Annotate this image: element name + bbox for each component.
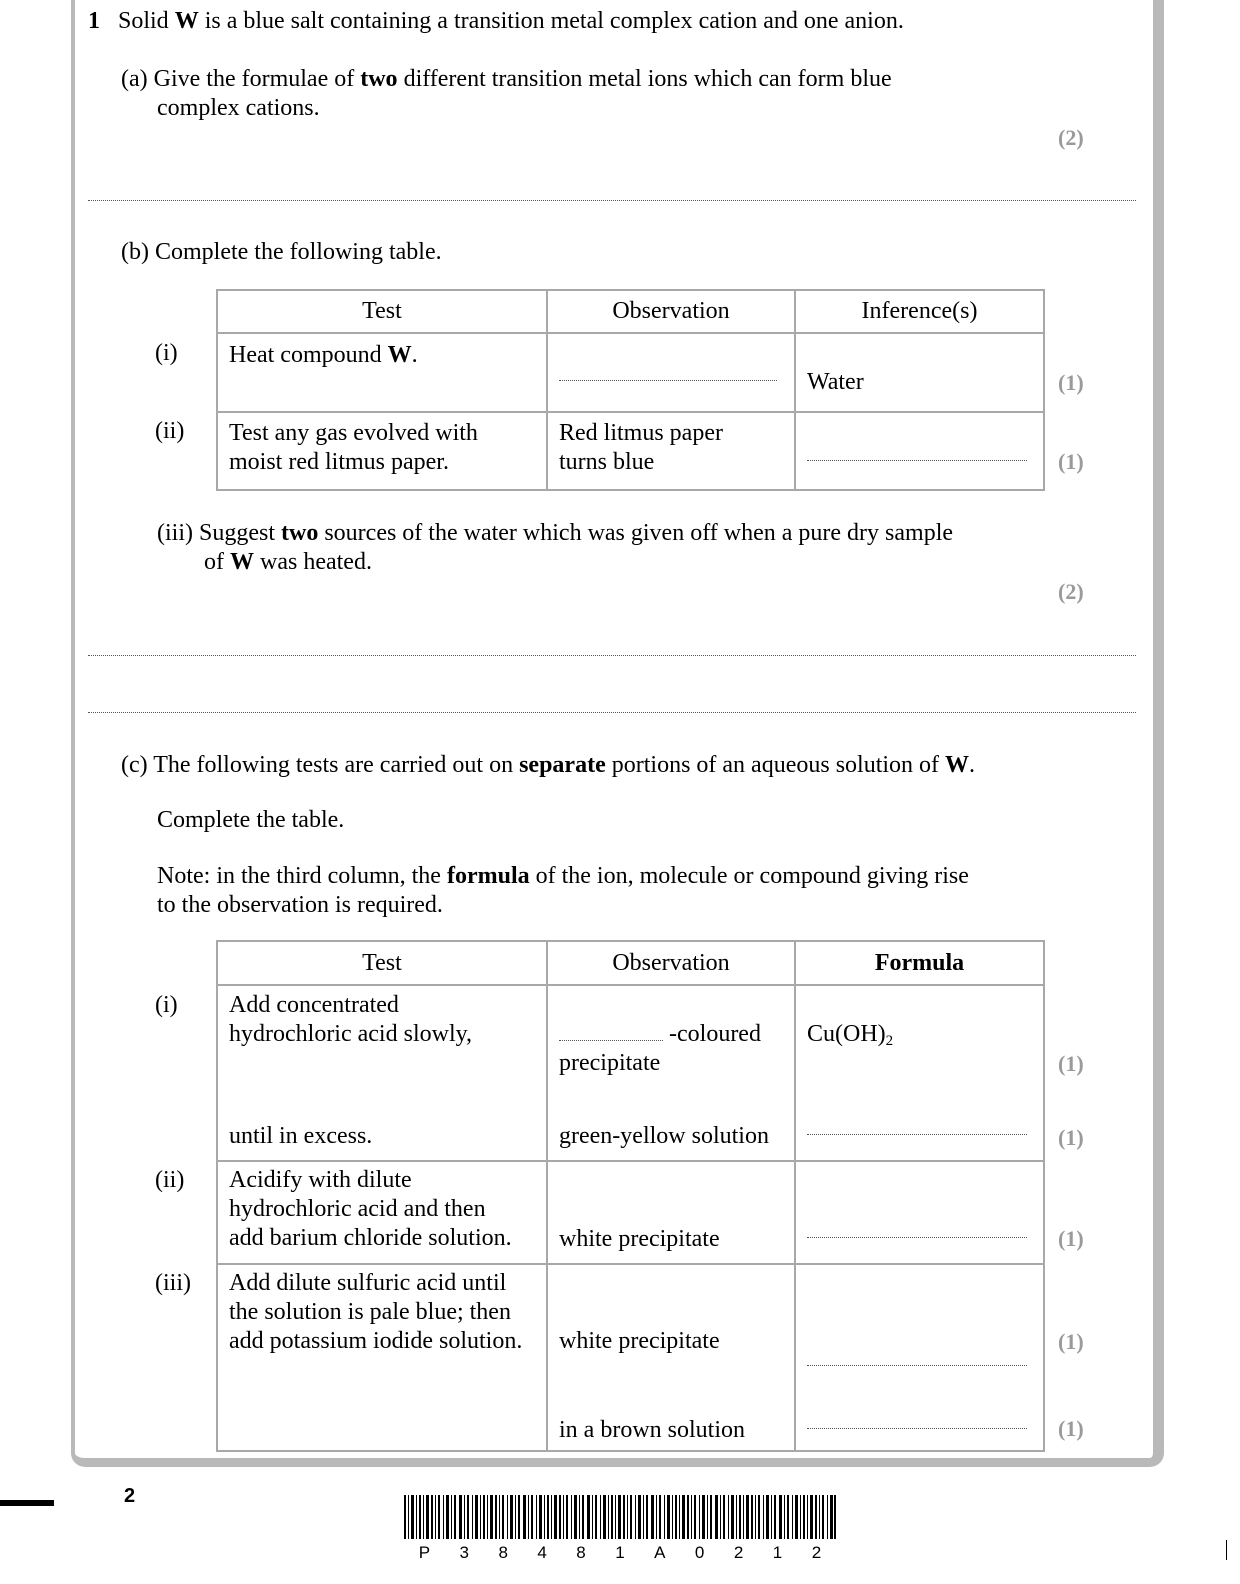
table-c-iii-test: Add dilute sulfuric acid until the solution is pale blue; then add potassium iodide solution. [217, 1264, 547, 1382]
question-number: 1 [88, 8, 100, 34]
table-c-i-formula-excess [795, 1108, 1044, 1161]
table-b-i-inference: Water [795, 333, 1044, 412]
part-b-intro: (b) Complete the following table. [121, 239, 442, 265]
table-c-header-formula: Formula [795, 941, 1044, 985]
barcode [404, 1495, 836, 1539]
table-c-iii-formula [795, 1264, 1044, 1382]
table-c-i-test-excess: until in excess. [217, 1108, 547, 1161]
table-b-i-observation [547, 333, 795, 412]
part-c-note-line2: to the observation is required. [157, 892, 443, 918]
table-b-ii-inference [795, 412, 1044, 490]
table-b-header-test: Test [217, 290, 547, 333]
mark-b-iii: (2) [1058, 579, 1084, 604]
table-c-i-observation: -coloured precipitate [547, 985, 795, 1108]
table-row [217, 985, 1044, 1108]
answer-blank[interactable] [807, 1365, 1027, 1366]
row-label: (iii) [155, 1270, 191, 1296]
answer-blank[interactable] [807, 1134, 1027, 1135]
table-c-i-observation-excess: green-yellow solution [547, 1108, 795, 1161]
table-b [216, 289, 1045, 491]
table-b-i-test: Heat compound W. [217, 333, 547, 412]
part-b-iii-line1: (iii) Suggest two sources of the water which was given off when a pure dry sample [157, 520, 954, 546]
answer-line-b-iii-2[interactable] [88, 712, 1136, 713]
table-c [216, 940, 1045, 1452]
mark-c-iii-1: (1) [1058, 1329, 1084, 1354]
table-c-header-observation: Observation [547, 941, 795, 985]
table-c-ii-formula [795, 1161, 1044, 1264]
answer-blank[interactable] [559, 1040, 663, 1041]
table-row [217, 333, 1044, 412]
answer-blank[interactable] [807, 1237, 1027, 1238]
table-b-ii-test: Test any gas evolved with moist red litmus paper. [217, 412, 547, 490]
question-intro: 1 Solid W is a blue salt containing a transition metal complex cation and one anion. [88, 8, 904, 34]
mark-a: (2) [1058, 125, 1084, 150]
table-c-header-test: Test [217, 941, 547, 985]
table-c-ii-test: Acidify with dilute hydrochloric acid and then add barium chloride solution. [217, 1161, 547, 1264]
table-row [217, 1161, 1044, 1264]
margin-bar [0, 1500, 54, 1506]
mark-c-i-2: (1) [1058, 1125, 1084, 1150]
row-label: (i) [155, 992, 178, 1018]
row-label: (ii) [155, 418, 185, 444]
table-row [217, 412, 1044, 490]
table-row [217, 1108, 1044, 1161]
part-a-line2: complex cations. [157, 95, 320, 121]
barcode-text: P 3 8 4 8 1 A 0 2 1 2 [418, 1543, 822, 1562]
mark-b-ii: (1) [1058, 449, 1084, 474]
table-c-iii-observation: white precipitate [547, 1264, 795, 1382]
part-c-note-line1: Note: in the third column, the formula of the ion, molecule or compound giving rise [157, 863, 969, 889]
answer-line-b-iii-1[interactable] [88, 655, 1136, 656]
part-a-line1: (a) Give the formulae of two different transition metal ions which can form blue [121, 66, 892, 92]
table-row [217, 1382, 1044, 1451]
mark-b-i: (1) [1058, 370, 1084, 395]
table-c-ii-observation: white precipitate [547, 1161, 795, 1264]
row-label: (ii) [155, 1167, 185, 1193]
answer-blank[interactable] [807, 460, 1027, 461]
mark-c-i-1: (1) [1058, 1051, 1084, 1076]
page-number: 2 [124, 1485, 136, 1507]
answer-blank[interactable] [807, 1428, 1027, 1429]
table-c-iii-formula-brown [795, 1382, 1044, 1451]
table-row [217, 1264, 1044, 1382]
answer-line-a[interactable] [88, 200, 1136, 201]
row-label: (i) [155, 340, 178, 366]
part-c-complete: Complete the table. [157, 807, 345, 833]
table-b-ii-observation: Red litmus paper turns blue [547, 412, 795, 490]
margin-tick [1226, 1540, 1227, 1560]
table-b-header-observation: Observation [547, 290, 795, 333]
table-b-header-inference: Inference(s) [795, 290, 1044, 333]
answer-blank[interactable] [559, 380, 777, 381]
table-c-iii-observation-brown: in a brown solution [547, 1382, 795, 1451]
part-c-intro: (c) The following tests are carried out on separate portions of an aqueous solution of W. [121, 752, 976, 778]
table-c-iii-test-empty [217, 1382, 547, 1451]
table-c-i-test: Add concentrated hydrochloric acid slowly, [217, 985, 547, 1108]
mark-c-iii-2: (1) [1058, 1416, 1084, 1441]
table-c-i-formula: $Cu(OH)_2$ [795, 985, 1044, 1108]
mark-c-ii: (1) [1058, 1226, 1084, 1251]
part-b-iii-line2: of W was heated. [204, 549, 372, 575]
